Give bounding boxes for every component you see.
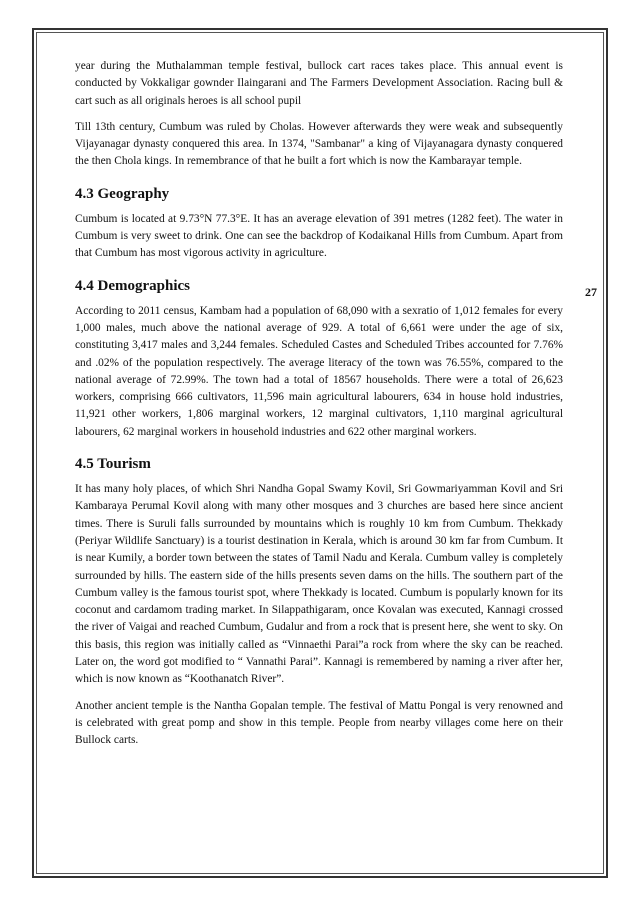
intro-paragraph-festival: year during the Muthalamman temple festival, bullock cart races takes place. This annual event is conducted by Vokkaligar gownder Ilaingarani and The Farmers Development Association. Racing bull & cart such as all originals heroes is all school pupil [75, 60, 563, 107]
tourism-paragraph-places: It has many holy places, of which Shri Nandha Gopal Swamy Kovil, Sri Gowmariyamman Kovil and Sri Kambaraya Perumal Kovil along with many other mosques and 3 churches are based here since ancient times. There is Suruli falls surrounded by mountains which is roughly 10 km from Cumbum. Thekkady (Periyar Wildlife Sanctuary) is a tourist destination in Kerala, which is around 30 km far from Cumbum. It is near Kumily, a border town between the states of Tamil Nadu and Kerala. Cumbum valley is completely surrounded by hills. The eastern side of the hills presents seven dams on the hills. The southern part of the Cumbum valley is the famous tourist spot, where Thekkady is located. Cumbum is popularly known for its coconut and cardamom trading market. In Silappathigaram, once Kovalan was executed, Kannagi crossed the river of Vaigai and reached Cumbum, Gudalur and from a rock that is present here, she went to sky. On this basis, this region was initially called as “Vinnaethi Parai”a rock from where the sky can be reached. Later on, the word got modified to “ Vannathi Parai”. Kannagi is remembered by naming a river after her, which is now known as “Koothanatch River”. [75, 483, 563, 686]
section-heading-demographics: 4.4 Demographics [75, 277, 190, 294]
geography-paragraph: Cumbum is located at 9.73°N 77.3°E. It has an average elevation of 391 metres (1282 feet). The water in Cumbum is very sweet to drink. One can see the backdrop of Kodaikanal Hills from Cumbum. Apart from that Cumbum has most vigorous activity in agriculture. [75, 212, 563, 260]
tourism-paragraph-temple: Another ancient temple is the Nantha Gopalan temple. The festival of Mattu Pongal is very renowned and is celebrated with great pomp and show in this temple. People from nearby villages come here on their Bullock carts. [75, 699, 563, 747]
page-number: 27 [585, 285, 597, 299]
demographics-paragraph: According to 2011 census, Kambam had a population of 68,090 with a sexratio of 1,012 females for every 1,000 males, much above the national average of 929. A total of 6,661 were under the age of six, constituting 3,417 males and 3,244 females. Scheduled Castes and Scheduled Tribes accounted for 7.76% and .02% of the population respectively. The average literacy of the town was 76.55%, compared to the national average of 72.99%. The town had a total of 18567 households. There were a total of 26,623 workers, comprising 666 cultivators, 11,596 main agricultural labourers, 634 in house hold industries, 11,921 other workers, 1,806 marginal workers, 12 marginal cultivators, 1,110 marginal agricultural labourers, 62 marginal workers in household industries and 622 other marginal workers. [75, 304, 563, 438]
intro-paragraph-history: Till 13th century, Cumbum was ruled by Cholas. However afterwards they were weak and subsequently Vijayanagar dynasty conquered this area. In 1374, "Sambanar" a king of Vijayanagara dynasty conquered the then Chola kings. In remembrance of that he built a fort which is now the Kambarayar temple. [75, 120, 563, 168]
section-heading-tourism: 4.5 Tourism [75, 456, 151, 473]
section-heading-geography: 4.3 Geography [75, 185, 170, 202]
document-body [75, 58, 563, 759]
